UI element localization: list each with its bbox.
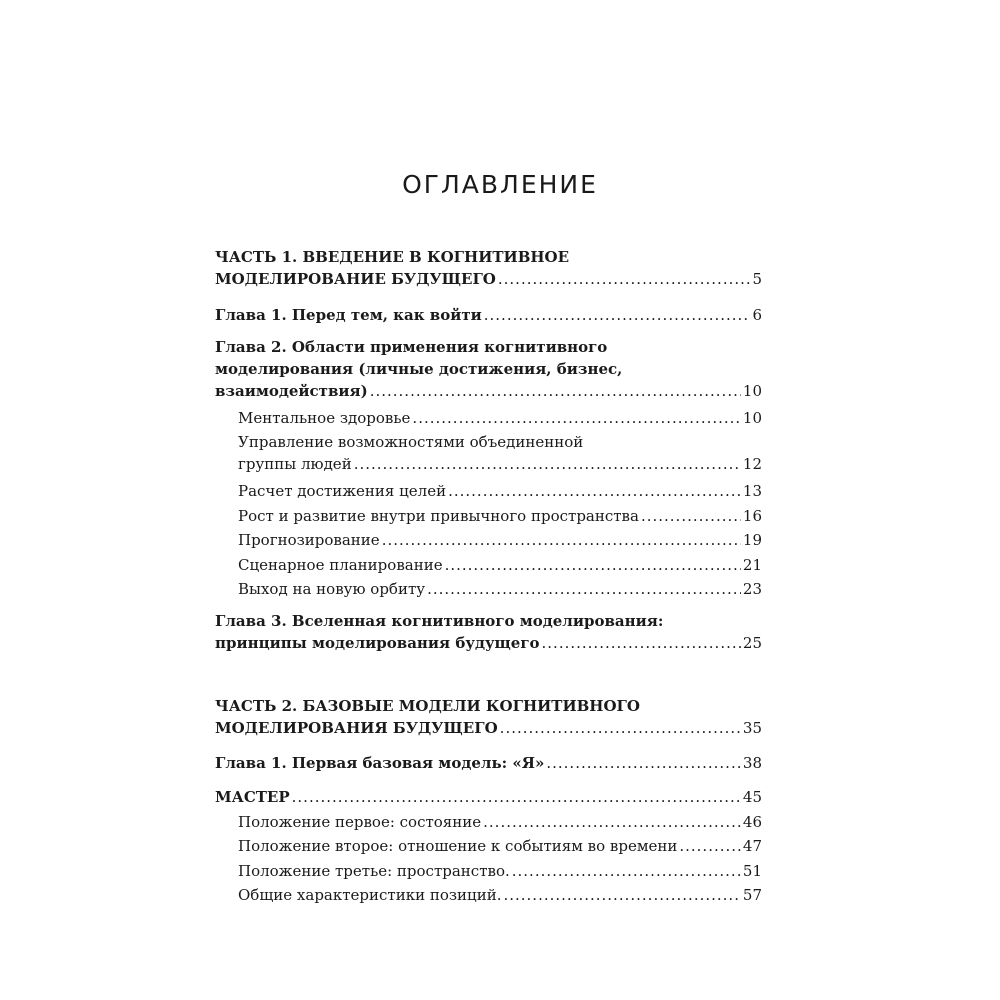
entry-text-line: Сценарное планирование [238,556,443,574]
toc-entry-section[interactable] [238,860,762,882]
toc-entry-section[interactable] [238,884,762,906]
dot-leader [542,632,741,654]
toc-entry-section[interactable] [238,480,762,502]
page-number: 46 [742,813,762,831]
page-number: 45 [742,788,762,806]
page-number: 10 [742,409,762,427]
toc-entry-section[interactable] [238,431,762,475]
entry-text-line: моделирования (личные достижения, бизнес, [215,360,623,378]
page-number: 12 [742,455,762,473]
entry-text-line: Рост и развитие внутри привычного пространства [238,507,639,525]
dot-leader [484,304,751,326]
dot-leader [512,860,741,882]
entry-text-line: Положение второе: отношение к событиям во времени [238,837,678,855]
entry-text-line: Глава 3. Вселенная когнитивного моделирования: [215,612,664,630]
toc-entry-chapter-3[interactable] [215,610,762,654]
toc-entry-section[interactable] [238,835,762,857]
entry-text-line: ЧАСТЬ 1. ВВЕДЕНИЕ В КОГНИТИВНОЕ [215,248,570,266]
page-number: 16 [742,507,762,525]
toc-entry-section[interactable] [238,529,762,551]
entry-text-line: ЧАСТЬ 2. БАЗОВЫЕ МОДЕЛИ КОГНИТИВНОГО [215,697,640,715]
dot-leader [412,407,740,429]
page-number: 51 [742,862,762,880]
page-number: 47 [742,837,762,855]
dot-leader [679,835,741,857]
toc-entry-part-1[interactable] [215,246,762,290]
dot-leader [445,554,741,576]
toc-title: ОГЛАВЛЕНИЕ [402,170,598,199]
toc-entry-section[interactable] [238,578,762,600]
dot-leader [503,884,740,906]
entry-text-line: Общие характеристики позиций. [238,886,502,904]
page-number: 23 [742,580,762,598]
toc-entry-section[interactable] [238,505,762,527]
toc-entry-chapter-1[interactable] [215,304,762,326]
entry-text-line: Ментальное здоровье [238,409,411,427]
page-number: 19 [742,531,762,549]
entry-text-line: Выход на новую орбиту [238,580,426,598]
toc-entry-part-2[interactable] [215,695,762,739]
toc-entry-chapter-1[interactable] [215,752,762,774]
page-number: 38 [742,754,762,772]
entry-text-line: МАСТЕР [215,788,290,806]
entry-text-line: Расчет достижения целей [238,482,447,500]
dot-leader [500,717,741,739]
page-number: 10 [742,382,762,400]
toc-entry-section[interactable] [238,554,762,576]
entry-text-line: взаимодействия) [215,382,368,400]
dot-leader [483,811,741,833]
page-number: 25 [742,634,762,652]
dot-leader [498,268,751,290]
dot-leader [641,505,741,527]
toc-entry-chapter-2[interactable] [215,336,762,402]
dot-leader [354,453,741,475]
toc-entry-section[interactable] [238,811,762,833]
entry-text-line: Положение третье: пространство. [238,862,510,880]
page-number: 35 [742,719,762,737]
page-number: 21 [742,556,762,574]
entry-text-line: МОДЕЛИРОВАНИЕ БУДУЩЕГО [215,270,496,288]
dot-leader [427,578,741,600]
dot-leader [448,480,741,502]
entry-text-line: принципы моделирования будущего [215,634,540,652]
page-number: 57 [742,886,762,904]
entry-text-line: Глава 1. Первая базовая модель: «Я» [215,754,545,772]
entry-text-line: Глава 2. Области применения когнитивного [215,338,608,356]
dot-leader [292,786,741,808]
dot-leader [382,529,741,551]
toc-entry-section[interactable] [238,407,762,429]
entry-text-line: Управление возможностями объединенной [238,433,584,451]
page-number: 6 [752,306,762,324]
toc-entry-master[interactable] [215,786,762,808]
entry-text-line: Прогнозирование [238,531,380,549]
entry-text-line: Положение первое: состояние [238,813,482,831]
entry-text-line: группы людей [238,455,352,473]
entry-text-line: Глава 1. Перед тем, как войти [215,306,482,324]
dot-leader [546,752,741,774]
entry-text-line: МОДЕЛИРОВАНИЯ БУДУЩЕГО [215,719,498,737]
page-number: 13 [742,482,762,500]
dot-leader [370,380,741,402]
page-number: 5 [752,270,762,288]
